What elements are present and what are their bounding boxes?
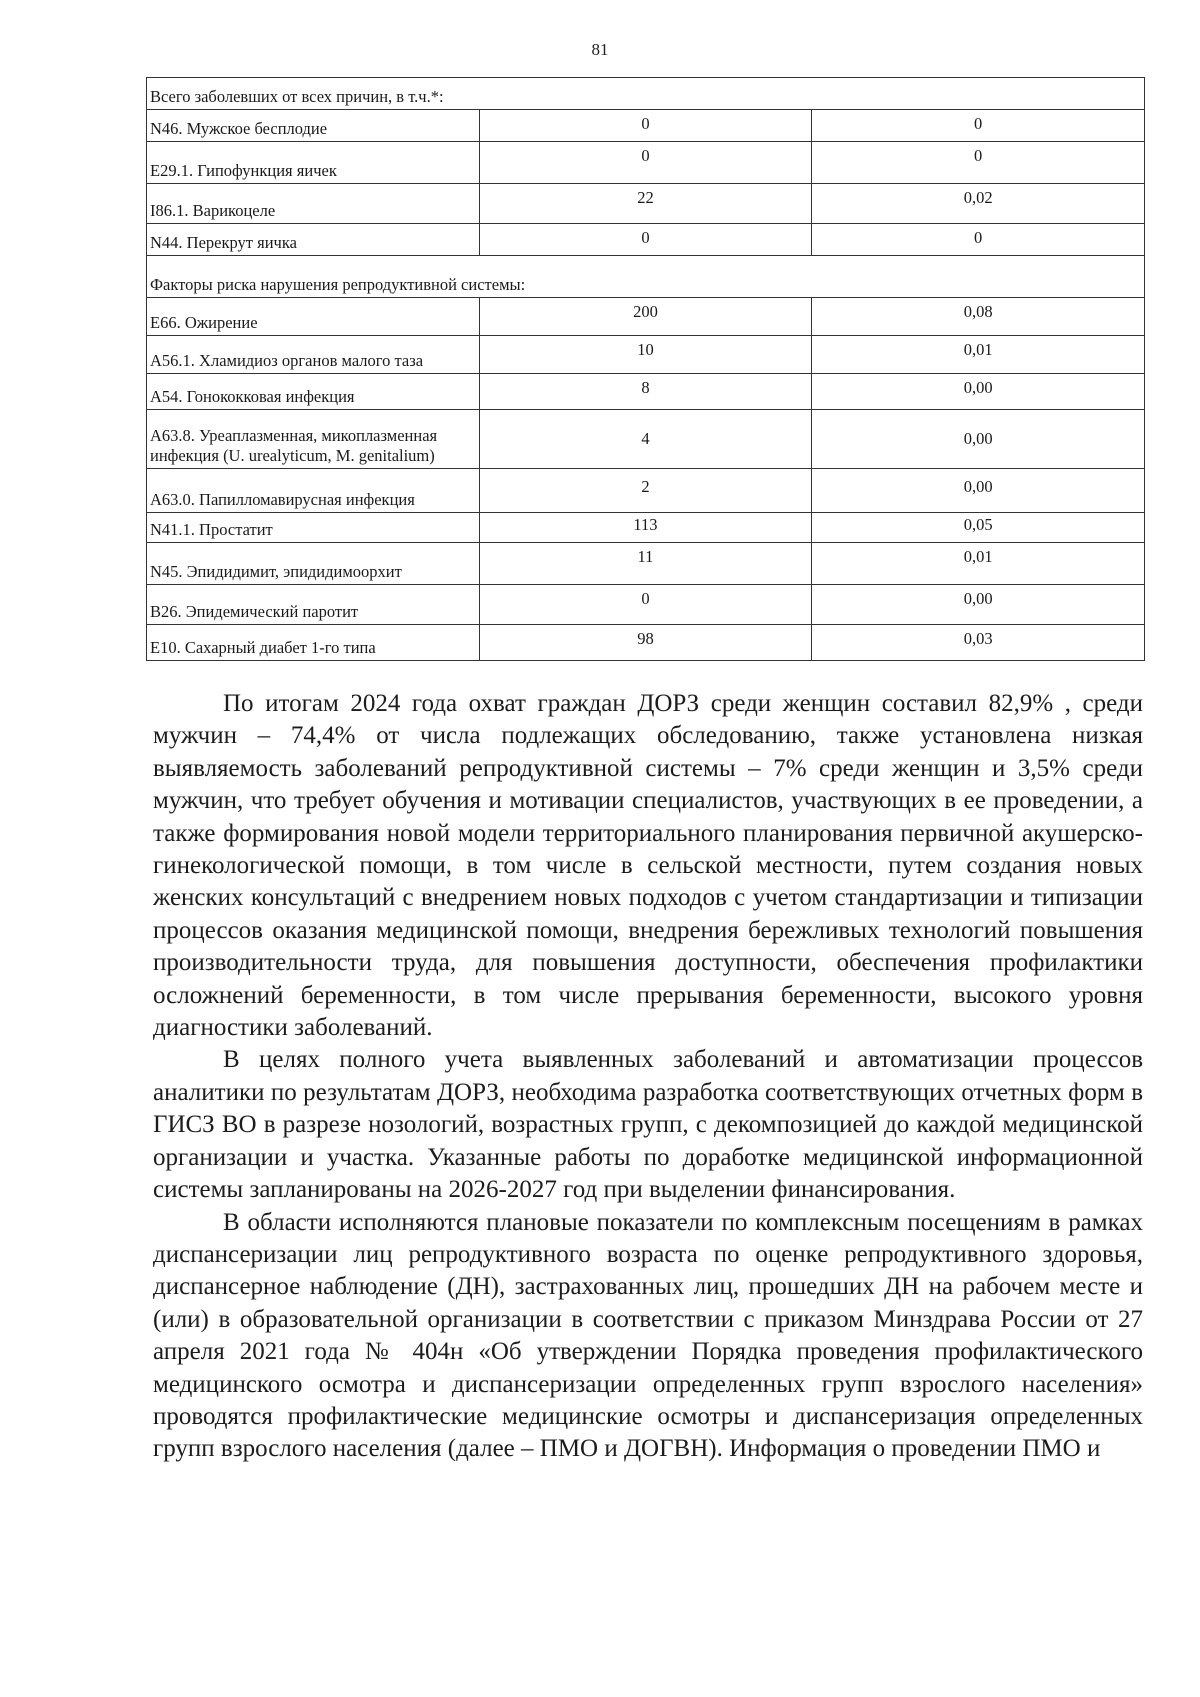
table-row xyxy=(147,513,1145,543)
case-rate: 0 xyxy=(812,110,1145,142)
diagnosis-name: E66. Ожирение xyxy=(147,298,480,336)
table-section-row xyxy=(147,78,1145,110)
diagnosis-name: N45. Эпидидимит, эпидидимоорхит xyxy=(147,543,480,585)
diagnosis-name: A63.8. Уреаплазменная, микоплазменная инфекция (U. urealyticum, M. genitalium) xyxy=(147,410,480,469)
case-rate: 0,00 xyxy=(812,469,1145,513)
table-row xyxy=(147,224,1145,256)
diagnosis-name: N44. Перекрут яичка xyxy=(147,224,480,256)
section-label: Всего заболевших от всех причин, в т.ч.*: xyxy=(147,78,1145,110)
case-count: 22 xyxy=(479,184,812,224)
table-row xyxy=(147,469,1145,513)
table-row xyxy=(147,585,1145,625)
case-count: 10 xyxy=(479,336,812,374)
diagnosis-name: N41.1. Простатит xyxy=(147,513,480,543)
case-count: 4 xyxy=(479,410,812,469)
diagnosis-name: B26. Эпидемический паротит xyxy=(147,585,480,625)
diagnosis-name: A63.0. Папилломавирусная инфекция xyxy=(147,469,480,513)
case-rate: 0 xyxy=(812,142,1145,184)
table-section-row xyxy=(147,256,1145,298)
case-count: 0 xyxy=(479,224,812,256)
table-row xyxy=(147,336,1145,374)
body-text xyxy=(153,688,1143,1466)
table-row xyxy=(147,543,1145,585)
table-row xyxy=(147,110,1145,142)
case-rate: 0,02 xyxy=(812,184,1145,224)
table-row xyxy=(147,142,1145,184)
case-rate: 0,01 xyxy=(812,336,1145,374)
case-rate: 0 xyxy=(812,224,1145,256)
table-row xyxy=(147,374,1145,410)
case-rate: 0,00 xyxy=(812,585,1145,625)
case-rate: 0,01 xyxy=(812,543,1145,585)
case-count: 11 xyxy=(479,543,812,585)
case-count: 8 xyxy=(479,374,812,410)
table-row xyxy=(147,625,1145,661)
paragraph: В области исполняются плановые показатели по комплексным посещениям в рамках диспансеризации лиц репродуктивного возраста по оценке репродуктивного здоровья, диспансерное наблюдение (ДН), застрахованных лиц, прошедших ДН на рабочем месте и (или) в образовательной организации в соответствии с приказом Минздрава России от 27 апреля 2021 года № 404н «Об утверждении Порядка проведения профилактического медицинского осмотра и диспансеризации определенных групп взрослого населения» проводятся профилактические медицинские осмотры и диспансеризация определенных групп взрослого населения (далее – ПМО и ДОГВН). Информация о проведении ПМО и xyxy=(153,1208,1143,1463)
diagnosis-name: A56.1. Хламидиоз органов малого таза xyxy=(147,336,480,374)
case-count: 98 xyxy=(479,625,812,661)
case-count: 0 xyxy=(479,585,812,625)
diagnosis-name: E10. Сахарный диабет 1-го типа xyxy=(147,625,480,661)
diagnosis-name: I86.1. Варикоцеле xyxy=(147,184,480,224)
case-rate: 0,00 xyxy=(812,374,1145,410)
paragraph: В целях полного учета выявленных заболеваний и автоматизации процессов аналитики по результатам ДОРЗ, необходима разработка соответствующих отчетных форм в ГИСЗ ВО в разрезе нозологий, возрастных групп, с декомпозицией до каждой медицинской организации и участка. Указанные работы по доработке медицинской информационной системы запланированы на 2026-2027 год при выделении финансирования. xyxy=(153,1046,1143,1204)
diagnosis-name: E29.1. Гипофункция яичек xyxy=(147,142,480,184)
table-row xyxy=(147,184,1145,224)
diagnosis-name: A54. Гонококковая инфекция xyxy=(147,374,480,410)
case-count: 0 xyxy=(479,110,812,142)
section-label: Факторы риска нарушения репродуктивной системы: xyxy=(147,256,1145,298)
page-number: 81 xyxy=(591,40,609,59)
case-count: 2 xyxy=(479,469,812,513)
case-count: 200 xyxy=(479,298,812,336)
table-row xyxy=(147,410,1145,469)
case-rate: 0,08 xyxy=(812,298,1145,336)
case-rate: 0,00 xyxy=(812,410,1145,469)
morbidity-table xyxy=(146,77,1145,661)
case-rate: 0,03 xyxy=(812,625,1145,661)
table-row xyxy=(147,298,1145,336)
case-count: 113 xyxy=(479,513,812,543)
diagnosis-name: N46. Мужское бесплодие xyxy=(147,110,480,142)
paragraph: По итогам 2024 года охват граждан ДОРЗ среди женщин составил 82,9% , среди мужчин – 74,4% от числа подлежащих обследованию, также установлена низкая выявляемость заболеваний репродуктивной системы – 7% среди женщин и 3,5% среди мужчин, что требует обучения и мотивации специалистов, участвующих в ее проведении, а также формирования новой модели территориального планирования первичной акушерско-гинекологической помощи, в том числе в сельской местности, путем создания новых женских консультаций с внедрением новых подходов с учетом стандартизации и типизации процессов оказания медицинской помощи, внедрения бережливых технологий повышения производительности труда, для повышения доступности, обеспечения профилактики осложнений беременности, в том числе прерывания беременности, высокого уровня диагностики заболеваний. xyxy=(153,690,1143,1042)
case-rate: 0,05 xyxy=(812,513,1145,543)
case-count: 0 xyxy=(479,142,812,184)
